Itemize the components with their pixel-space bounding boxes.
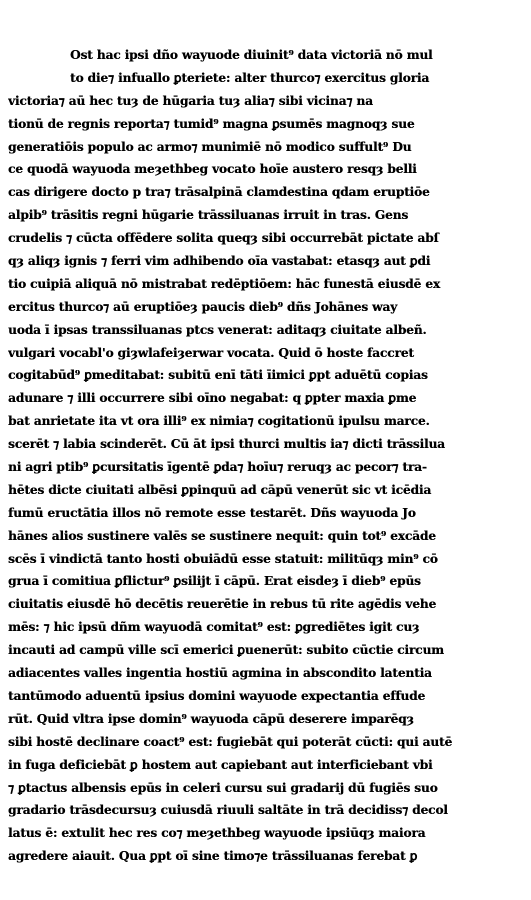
text-line: adunare ⁊ illi occurrere sibi oīno negabat: q ꝑpter maxia ꝑme — [8, 391, 417, 406]
text-line: bat anrietate ita vt ora illi⁹ ex nimia⁊ cogitationū ipulsu marce. — [8, 414, 430, 429]
text-line: ni agri ptib⁹ ꝑcursitatis īgentē ꝑda⁊ hoīu⁊ reruqȝ ac pecor⁊ tra- — [8, 460, 427, 475]
text-line: sibi hostē declinare coact⁹ est: fugiebāt qui poterāt cūcti: qui autē — [8, 734, 453, 749]
text-line: tantūmodo aduentū ipsius domini wayuode expectantia effude — [8, 688, 426, 703]
text-line: ce quodā wayuoda meȝethbeg vocato hoīe austero resqȝ belli — [8, 162, 417, 177]
text-line: Ost hac ipsi dño wayuode diuinit⁹ data victoriā nō mul — [70, 48, 433, 62]
text-line: crudelis ⁊ cūcta offēdere solita queqȝ sibi occurrebāt pictate abſ — [8, 231, 439, 246]
text-line: hānes alios sustinere valēs se sustinere nequit: quin tot⁹ excāde — [8, 528, 436, 543]
text-line: agredere aiauit. Qua ꝑpt oī sine timo⁊e trāssiluanas ferebat ꝑ — [8, 849, 418, 864]
decorated-initial-space — [22, 44, 64, 84]
text-line: scēs ī vindictā tanto hosti obuiādū esse statuit: militūqȝ min⁹ cō — [8, 551, 438, 566]
text-line: rūt. Quid vltra ipse domin⁹ wayuoda cāpū deserere imparēqȝ — [8, 711, 414, 726]
text-line: victoria⁊ aū hec tuȝ de hūgaria tuȝ alia⁊ sibi vicina⁊ na — [8, 93, 373, 108]
text-line: to die⁊ infuallo ꝑteriete: alter thurco⁊ exercitus gloria — [70, 70, 430, 85]
text-line: hētes dicte ciuitati albēsi ꝑpinquū ad cāpū venerūt sic vt icēdia — [8, 482, 432, 497]
text-line: gradario trāsdecursuȝ cuiusdā riuuli saltāte in trā decidiss⁊ decol — [8, 803, 448, 818]
text-line: cogitabūd⁹ ꝑmeditabat: subitū enī tāti īimici ꝑpt aduētū copias — [8, 368, 428, 383]
text-line: incauti ad campū ville scī emerici ꝑuenerūt: subito cūctie circum — [8, 643, 444, 658]
text-line: cas dirigere docto p tra⁊ trāsalpinā clamdestina qdam eruptiōe — [8, 185, 430, 200]
text-block — [8, 44, 513, 868]
text-line: tio cuipiā aliquā nō mistrabat redēptiōem: hāc funestā eiusdē ex — [8, 276, 440, 291]
text-line: qȝ aliqȝ ignis ⁊ ferri vim adhibendo oīa vastabat: etasqȝ aut ꝑdi — [8, 254, 431, 269]
text-line: grua ī comitiua ꝑflictur⁹ ꝑsilijt ī cāpū. Erat eisdeȝ ī dieb⁹ epūs — [8, 574, 421, 589]
text-line: mēs: ⁊ hic ipsū dñm wayuodā comitat⁹ est: ꝑgrediētes igit cuȝ — [8, 620, 420, 635]
text-line: vulgari vocabl'o giȝwlafeiȝerwar vocata. Quid ō hoste faccret — [8, 345, 414, 360]
text-line: adiacentes valles ingentia hostiū agmina in abscondito latentia — [8, 666, 432, 681]
text-line: tionū de regnis reporta⁊ tumid⁹ magna ꝑsumēs magnoqȝ sue — [8, 116, 415, 131]
text-line: generatiōis populo ac armo⁊ munimiē nō modico suffult⁹ Du — [8, 139, 412, 154]
text-line: in fuga deficiebāt ꝑ hostem aut capiebant aut interficiebant vbi — [8, 757, 433, 772]
text-line: uoda ī ipsas transsiluanas ptcs venerat: aditaqȝ ciuitate albeñ. — [8, 322, 427, 337]
text-line: ercitus thurco⁊ aū eruptiōeȝ paucis dieb⁹ dñs Johānes way — [8, 299, 398, 314]
text-line: latus ē: extulit hec res co⁊ meȝethbeg wayuode ipsiūqȝ maiora — [8, 826, 426, 841]
text-line: fumū eructātia illos nō remote esse testarēt. Dñs wayuoda Jo — [8, 505, 416, 520]
text-line: scerēt ⁊ labia scinderēt. Cū āt ipsi thurci multis ia⁊ dicti trāssilua — [8, 437, 445, 452]
text-line: ⁊ ꝑtactus albensis epūs in celeri cursu sui gradarij dū fugiēs suo — [8, 780, 438, 795]
text-line: ciuitatis eiusdē hō decētis reuerētie in rebus tū rite agēdis vehe — [8, 597, 437, 612]
text-line: alpib⁹ trāsitis regni hūgarie trāssiluanas irruit in tras. Gens — [8, 208, 409, 223]
